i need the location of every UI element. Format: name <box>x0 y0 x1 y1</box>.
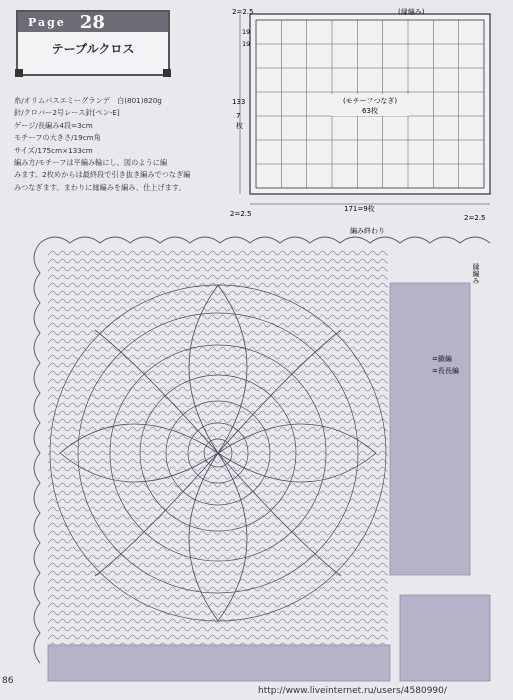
motif-chart <box>48 249 388 659</box>
shaded-right-motif <box>390 283 470 575</box>
corner-ornament <box>163 69 171 77</box>
legend-chain: =鎖編 <box>432 355 452 363</box>
spec-size: サイズ/175cm×133cm <box>14 145 93 155</box>
left-border-scallops <box>34 243 40 663</box>
spec-method-2: みます。2枚めからは最終段で引き抜き編みでつなぎ編 <box>14 170 191 180</box>
legend-treble: =長長編 <box>432 367 459 375</box>
pattern-title: テーブルクロス <box>51 42 135 56</box>
edge-label: (縁編み) <box>398 8 425 16</box>
shaded-corner-motif <box>400 595 490 681</box>
page-number-bottom: 86 <box>2 676 14 686</box>
page-word: Page <box>28 15 66 29</box>
spec-motif-size: モチーフの大きさ/19cm角 <box>14 133 101 143</box>
bottom-left-dimension: 2=2.5 <box>230 210 252 218</box>
center-label: (モチーフつなぎ) <box>342 97 398 105</box>
height-dimension: 133 <box>232 98 246 106</box>
motif-dimension-b: 19 <box>242 40 251 48</box>
spec-yarn: 糸/オリムパスエミーグランデ 白(801)820g <box>14 96 162 105</box>
shaded-bottom-motif <box>48 645 390 681</box>
end-label: 編み終わり <box>350 227 385 235</box>
bottom-right-dimension: 2=2.5 <box>464 214 486 222</box>
center-count: 63枚 <box>362 107 378 115</box>
height-unit: 枚 <box>236 122 243 130</box>
height-count: 7 <box>236 112 241 120</box>
crochet-chart <box>0 225 513 685</box>
watermark: http://www.liveinternet.ru/users/4580990/ <box>258 686 447 696</box>
width-dimension: 171=9枚 <box>344 205 375 213</box>
layout-diagram <box>228 4 508 224</box>
page-tab <box>18 12 168 32</box>
chart-edge-label: 縁編み <box>472 263 480 284</box>
spec-method-3: みつなぎます。まわりに縁編みを編み、仕上げます。 <box>14 182 186 192</box>
page-number: 28 <box>79 11 105 33</box>
spec-method-1: 編み方/モチーフは平編み輪にし、図のように編 <box>14 158 168 168</box>
page-header <box>16 10 170 76</box>
spec-gauge: ゲージ/長編み4段=3cm <box>14 120 93 130</box>
motif-dimension-a: 19 <box>242 28 251 36</box>
top-border-scallops <box>40 237 490 243</box>
corner-ornament <box>15 69 23 77</box>
top-left-dimension: 2=2.5 <box>232 8 254 16</box>
spec-hook: 針/クロバー2号レース針[ペン-E] <box>14 108 120 118</box>
specifications <box>14 95 229 194</box>
